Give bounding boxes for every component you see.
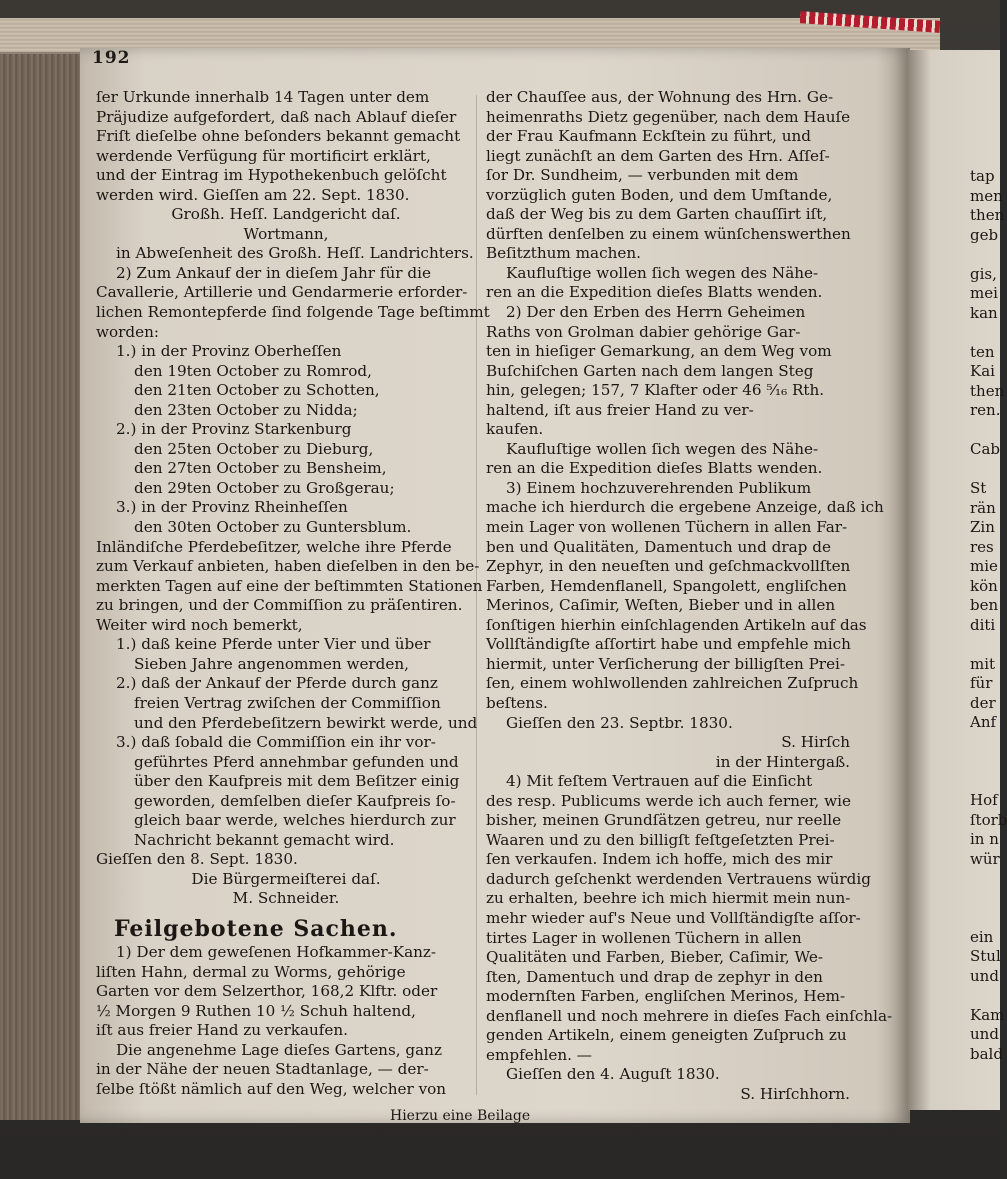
right-page-fragment: rän — [970, 498, 996, 517]
text-line: ſten, Damentuch und drap de zephyr in den — [486, 967, 823, 986]
right-page-fragment: gis, — [970, 264, 997, 283]
text-line: ten in hieſiger Gemarkung, an dem Weg vom — [486, 342, 832, 361]
right-page-fragment — [908, 889, 1000, 909]
text-line: ſelbe ſtößt nämlich auf den Weg, welcher von — [96, 1079, 447, 1098]
right-page-fragment: und — [970, 1025, 999, 1043]
text-line: Inländiſche Pferdebeſitzer, welche ihre Pferde — [96, 537, 452, 556]
text-line: vorzüglich guten Boden, und dem Umſtande, — [486, 185, 833, 204]
text-line: Die Bürgermeiſterei daſ. — [191, 869, 381, 888]
text-line: beſtens. — [486, 693, 548, 712]
text-line: Großh. Heſſ. Landgericht daſ. — [171, 205, 401, 224]
right-page-fragment — [908, 772, 1000, 792]
text-line: Sieben Jahre angenommen werden, — [134, 654, 410, 673]
text-line: ben und Qualitäten, Damentuch und drap de — [486, 537, 831, 556]
text-line: des resp. Publicums werde ich auch ferner, wie — [486, 791, 851, 810]
text-line: zum Verkauf anbieten, haben dieſelben in den be- — [96, 557, 480, 576]
text-line: Merinos, Caſimir, Weſten, Bieber und in allen — [486, 596, 836, 615]
right-page-fragment: in n — [970, 830, 999, 848]
text-line: 3.) in der Provinz Rheinheſſen — [116, 498, 348, 517]
text-line: 1.) daß keine Pferde unter Vier und über — [116, 635, 431, 654]
right-page-fragment: then — [970, 381, 1005, 400]
text-line: merkten Tagen auf eine der beſtimmten Stationen — [96, 576, 483, 595]
section-heading: Feilgebotene Sachen. — [114, 915, 398, 942]
right-page-fragment — [908, 323, 1000, 343]
right-page-fragment: ben — [970, 596, 999, 614]
text-line: über den Kaufpreis mit dem Beſitzer einig — [134, 772, 460, 791]
text-line: geworden, demſelben dieſer Kaufpreis ſo- — [134, 791, 456, 810]
text-line: den 21ten October zu Schotten, — [134, 381, 380, 400]
text-line: ½ Morgen 9 Ruthen 10 ½ Schuh haltend, — [96, 1001, 416, 1020]
text-line: empfehlen. — — [486, 1045, 592, 1064]
text-line: den 19ten October zu Romrod, — [134, 361, 372, 380]
text-line: den 27ten October zu Bensheim, — [134, 459, 387, 478]
right-page-fragment: Cab — [970, 440, 1001, 458]
text-line: Zephyr, in den neueſten und geſchmackvollſten — [486, 557, 851, 576]
text-line: den 30ten October zu Guntersblum. — [134, 518, 412, 537]
right-page-fragment: diti — [970, 615, 996, 634]
right-page-fragment: der — [970, 693, 996, 712]
text-line: denflanell und noch mehrere in dieſes Fach einſchla- — [486, 1006, 893, 1025]
text-line: Farben, Hemdenflanell, Spangolett, engliſchen — [486, 576, 847, 595]
text-line: zu bringen, und der Commiſſion zu präſentiren. — [96, 596, 463, 615]
right-page-fragment — [908, 908, 1000, 928]
right-page-fragment: Hof — [970, 791, 998, 809]
text-line: der Frau Kaufmann Eckſtein zu führt, und — [486, 127, 811, 146]
right-page-fragment — [908, 460, 1000, 480]
text-line: heimenraths Dietz gegenüber, nach dem Hauſe — [486, 107, 851, 126]
text-line: liegt zunächſt an dem Garten des Hrn. Aſſeſ- — [486, 146, 830, 165]
text-line: Gieſſen den 8. Sept. 1830. — [96, 850, 298, 869]
text-line: den 25ten October zu Dieburg, — [134, 439, 374, 458]
text-line: Qualitäten und Farben, Bieber, Caſimir, We- — [486, 948, 824, 967]
text-line: iſt aus freier Hand zu verkaufen. — [96, 1021, 348, 1040]
text-line: Kaufluſtige wollen ſich wegen des Nähe- — [506, 263, 819, 282]
text-line: daß der Weg bis zu dem Garten chauſſirt iſt, — [486, 205, 828, 224]
text-line: liſten Hahn, dermal zu Worms, gehörige — [96, 962, 406, 981]
text-line: ren an die Expedition dieſes Blatts wenden. — [486, 283, 823, 302]
text-line: 2) Zum Ankauf der in dieſem Jahr für die — [116, 263, 431, 282]
right-page-fragment: kön — [970, 576, 998, 595]
text-line: hin, gelegen; 157, 7 Klafter oder 46 ⁵⁄₁₆ Rth. — [486, 381, 825, 400]
text-line: 1.) in der Provinz Oberheſſen — [116, 342, 342, 361]
text-line: dürften denſelben zu einem wünſchenswerthen — [486, 224, 851, 243]
text-line: Vollſtändigſte aſſortirt habe und empfehle mich — [486, 635, 851, 654]
text-line: genden Artikeln, einem geneigten Zuſpruch zu — [486, 1026, 847, 1045]
text-line: ſor Dr. Sundheim, — verbunden mit dem — [486, 166, 799, 185]
text-line: in der Hintergaß. — [715, 752, 850, 771]
right-page-fragment: Zin — [970, 518, 995, 536]
right-page-fragment: ten — [970, 342, 995, 361]
right-page-fragment: geb — [970, 225, 999, 244]
right-page-fragment: ſtorb — [970, 810, 1007, 829]
page-number: 192 — [92, 48, 131, 68]
right-page-fragment: mie — [970, 557, 998, 575]
right-page-fragment: ren. — [970, 401, 1001, 419]
right-page-fragment — [908, 986, 1000, 1006]
right-page-fragment: Anf — [970, 713, 997, 731]
column-divider — [476, 95, 477, 1095]
right-page-fragment: für — [970, 674, 993, 692]
text-line: Raths von Grolman dabier gehörige Gar- — [486, 322, 801, 341]
text-line: und der Eintrag im Hypothekenbuch gelöſcht — [96, 166, 447, 185]
right-page-fragment: wür — [970, 849, 1000, 868]
text-line: S. Hirſch — [781, 733, 850, 752]
text-line: ſer Urkunde innerhalb 14 Tagen unter dem — [96, 88, 430, 106]
right-column — [486, 88, 893, 1104]
text-line: ſen, einem wohlwollenden zahlreichen Zuſpruch — [486, 674, 859, 693]
left-column-text — [96, 88, 490, 909]
right-page-fragment: bald — [970, 1044, 1003, 1063]
text-line: ſen verkaufen. Indem ich hoffe, mich des mir — [486, 850, 833, 869]
text-line: 3) Einem hochzuverehrenden Publikum — [506, 478, 812, 497]
text-line: mache ich hierdurch die ergebene Anzeige, daß ich — [486, 498, 884, 517]
text-line: der Chauſſee aus, der Wohnung des Hrn. Ge- — [486, 88, 834, 106]
text-line: hiermit, unter Verſicherung der billigſten Prei- — [486, 654, 846, 673]
right-page-fragment — [908, 50, 1000, 70]
text-line: mehr wieder auf's Neue und Vollſtändigſte aſſor- — [486, 908, 861, 927]
text-line: S. Hirſchhorn. — [740, 1084, 850, 1103]
right-page-fragment — [908, 89, 1000, 109]
right-page-fragment — [908, 635, 1000, 655]
text-line: M. Schneider. — [232, 889, 340, 908]
right-page-fragment — [908, 733, 1000, 753]
text-line: modernſten Farben, engliſchen Merinos, Hem- — [486, 987, 846, 1006]
text-line: haltend, iſt aus freier Hand zu ver- — [486, 400, 754, 419]
text-line: mein Lager von wollenen Tüchern in allen Far- — [486, 518, 848, 537]
text-line: 3.) daß ſobald die Commiſſion ein ihr vor- — [116, 733, 436, 752]
right-page — [908, 50, 1007, 1110]
text-line: Präjudize aufgefordert, daß nach Ablauf dieſer — [96, 107, 457, 126]
text-line: den 23ten October zu Nidda; — [134, 400, 358, 419]
footer-note: Hierzu eine Beilage — [390, 1108, 531, 1124]
text-line: kaufen. — [486, 420, 544, 439]
text-line: werdende Verfügung für mortificirt erklärt, — [96, 146, 431, 165]
text-line: Nachricht bekannt gemacht wird. — [134, 830, 395, 849]
right-page-fragment: ein — [970, 927, 994, 946]
right-page-fragment — [908, 148, 1000, 168]
text-line: 1) Der dem geweſenen Hofkammer-Kanz- — [116, 942, 437, 961]
text-line: worden: — [96, 322, 160, 341]
text-line: ſonſtigen hierhin einſchlagenden Artikeln auf das — [486, 615, 867, 634]
text-line: lichen Remontepferde ſind folgende Tage beſtimmt — [96, 303, 490, 322]
right-page-fragment: Stul — [970, 947, 1001, 965]
text-line: 2.) in der Provinz Starkenburg — [116, 420, 352, 439]
right-page-fragment — [908, 752, 1000, 772]
left-column-text-after — [96, 943, 476, 1099]
right-page-fragment — [908, 869, 1000, 889]
right-page-fragment: kan — [970, 303, 998, 322]
right-page-fragment — [908, 128, 1000, 148]
right-page-fragment: tap — [970, 167, 995, 185]
text-line: 4) Mit feſtem Vertrauen auf die Einſicht — [506, 772, 813, 791]
text-line: den 29ten October zu Großgerau; — [134, 478, 395, 497]
text-line: 2.) daß der Ankauf der Pferde durch ganz — [116, 674, 438, 693]
right-page-fragment: St — [970, 479, 987, 497]
text-line: in Abweſenheit des Großh. Heſſ. Landrichters. — [116, 244, 474, 263]
text-line: und den Pferdebeſitzern bewirkt werde, und — [134, 713, 478, 732]
text-line: 2) Der den Erben des Herrn Geheimen — [506, 303, 806, 322]
text-line: Kaufluſtige wollen ſich wegen des Nähe- — [506, 439, 819, 458]
right-page-fragment: Kai — [970, 362, 995, 380]
right-column-text — [486, 88, 893, 1104]
text-line: Gieſſen den 4. Auguſt 1830. — [506, 1065, 720, 1084]
text-line: Weiter wird noch bemerkt, — [96, 615, 303, 634]
text-line: Beſitzthum machen. — [486, 244, 641, 263]
right-page-fragment — [908, 70, 1000, 90]
right-page-fragment: und — [970, 966, 999, 985]
text-line: Wortmann, — [243, 224, 329, 243]
right-page-fragment: men — [970, 186, 1003, 205]
right-page-fragment: mit — [970, 654, 996, 673]
left-column — [96, 88, 490, 1099]
text-line: Friſt dieſelbe ohne beſonders bekannt gemacht — [96, 127, 461, 146]
right-page-fragment — [908, 421, 1000, 441]
text-line: geführtes Pferd annehmbar gefunden und — [134, 752, 459, 771]
text-line: Buſchiſchen Garten nach dem langen Steg — [486, 361, 814, 380]
text-line: werden wird. Gieſſen am 22. Sept. 1830. — [96, 185, 410, 204]
right-page-fragment — [908, 245, 1000, 265]
text-line: dadurch geſchenkt werdenden Vertrauens würdig — [486, 869, 871, 888]
text-line: freien Vertrag zwiſchen der Commiſſion — [134, 693, 441, 712]
text-line: Garten vor dem Selzerthor, 168,2 Klftr. oder — [96, 982, 438, 1001]
right-page-fragment: Kam — [970, 1005, 1005, 1024]
text-line: Die angenehme Lage dieſes Gartens, ganz — [116, 1040, 442, 1059]
text-line: zu erhalten, beehre ich mich hiermit mein nun- — [486, 889, 851, 908]
text-line: in der Nähe der neuen Stadtanlage, — der- — [96, 1060, 429, 1079]
text-line: Gieſſen den 23. Septbr. 1830. — [506, 713, 733, 732]
text-line: tirtes Lager in wollenen Tüchern in allen — [486, 928, 802, 947]
text-line: Waaren und zu den billigſt feſtgeſetzten Prei- — [486, 830, 835, 849]
right-page-fragment — [908, 109, 1000, 129]
text-line: gleich baar werde, welches hierdurch zur — [134, 811, 456, 830]
right-page-fragments — [908, 50, 1007, 1064]
right-page-fragment: then — [970, 206, 1005, 224]
text-line: bisher, meinen Grundſätzen getreu, nur reelle — [486, 811, 842, 830]
text-line: Cavallerie, Artillerie und Gendarmerie erforder- — [96, 283, 468, 302]
text-line: ren an die Expedition dieſes Blatts wenden. — [486, 459, 823, 478]
right-page-fragment: mei — [970, 284, 998, 302]
right-page-fragment: res — [970, 537, 994, 556]
